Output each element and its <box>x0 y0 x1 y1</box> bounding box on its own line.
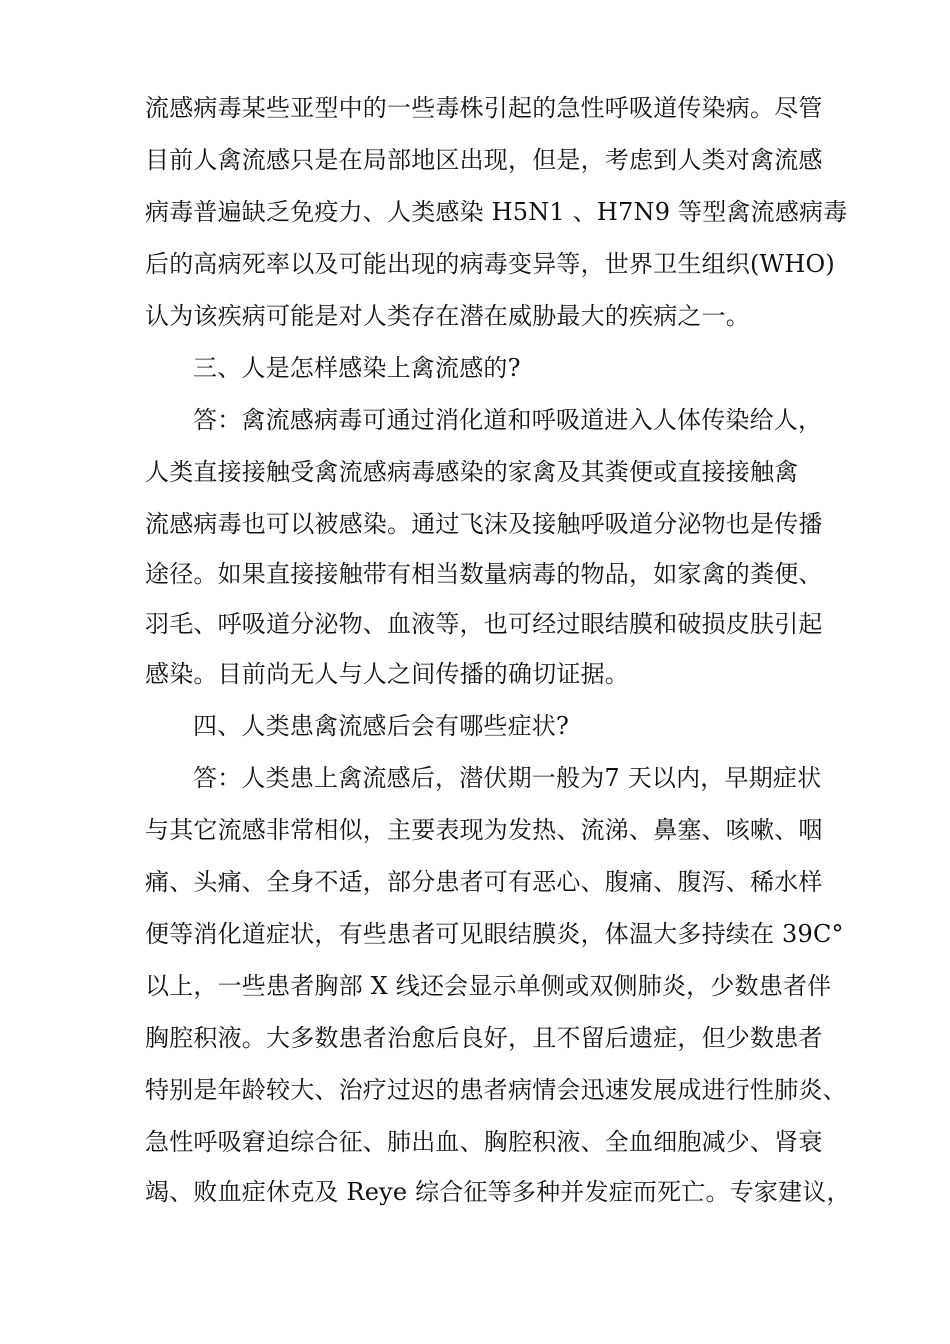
paragraph-line: 流感病毒也可以被感染。通过飞沫及接触呼吸道分泌物也是传播 <box>145 510 823 538</box>
paragraph-line: 与其它流感非常相似，主要表现为发热、流涕、鼻塞、咳嗽、咽 <box>145 816 823 844</box>
paragraph-line: 便等消化道症状，有些患者可见眼结膜炎，体温大多持续在 39C° <box>145 920 844 948</box>
paragraph-line: 急性呼吸窘迫综合征、肺出血、胸腔积液、全血细胞减少、肾衰 <box>145 1128 823 1156</box>
paragraph-line: 以上，一些患者胸部 X 线还会显示单侧或双侧肺炎，少数患者伴 <box>145 972 832 1000</box>
paragraph-line: 羽毛、呼吸道分泌物、血液等，也可经过眼结膜和破损皮肤引起 <box>145 610 823 638</box>
paragraph-line: 途径。如果直接接触带有相当数量病毒的物品，如家禽的粪便、 <box>145 560 823 588</box>
paragraph-line: 后的高病死率以及可能出现的病毒变异等，世界卫生组织(WHO) <box>145 250 835 278</box>
paragraph-line: 人类直接接触受禽流感病毒感染的家禽及其粪便或直接接触禽 <box>145 458 799 486</box>
paragraph-line: 答：禽流感病毒可通过消化道和呼吸道进入人体传染给人， <box>193 406 823 434</box>
paragraph-line: 认为该疾病可能是对人类存在潜在威胁最大的疾病之一。 <box>145 302 750 330</box>
paragraph-line: 感染。目前尚无人与人之间传播的确切证据。 <box>145 660 629 688</box>
section-heading: 四、人类患禽流感后会有哪些症状? <box>193 712 570 740</box>
paragraph-line: 流感病毒某些亚型中的一些毒株引起的急性呼吸道传染病。尽管 <box>145 94 823 122</box>
paragraph-line: 胸腔积液。大多数患者治愈后良好，且不留后遗症，但少数患者 <box>145 1024 823 1052</box>
paragraph-line: 特别是年龄较大、治疗过迟的患者病情会迅速发展成进行性肺炎、 <box>145 1076 847 1104</box>
section-heading: 三、人是怎样感染上禽流感的? <box>193 354 521 382</box>
paragraph-line: 痛、头痛、全身不适，部分患者可有恶心、腹痛、腹泻、稀水样 <box>145 868 823 896</box>
paragraph-line: 病毒普遍缺乏免疫力、人类感染 H5N1 、H7N9 等型禽流感病毒 <box>145 198 848 226</box>
paragraph-line: 竭、败血症休克及 Reye 综合征等多种并发症而死亡。专家建议， <box>145 1178 851 1206</box>
paragraph-line: 答：人类患上禽流感后，潜伏期一般为7 天以内，早期症状 <box>193 764 822 792</box>
paragraph-line: 目前人禽流感只是在局部地区出现，但是，考虑到人类对禽流感 <box>145 146 823 174</box>
